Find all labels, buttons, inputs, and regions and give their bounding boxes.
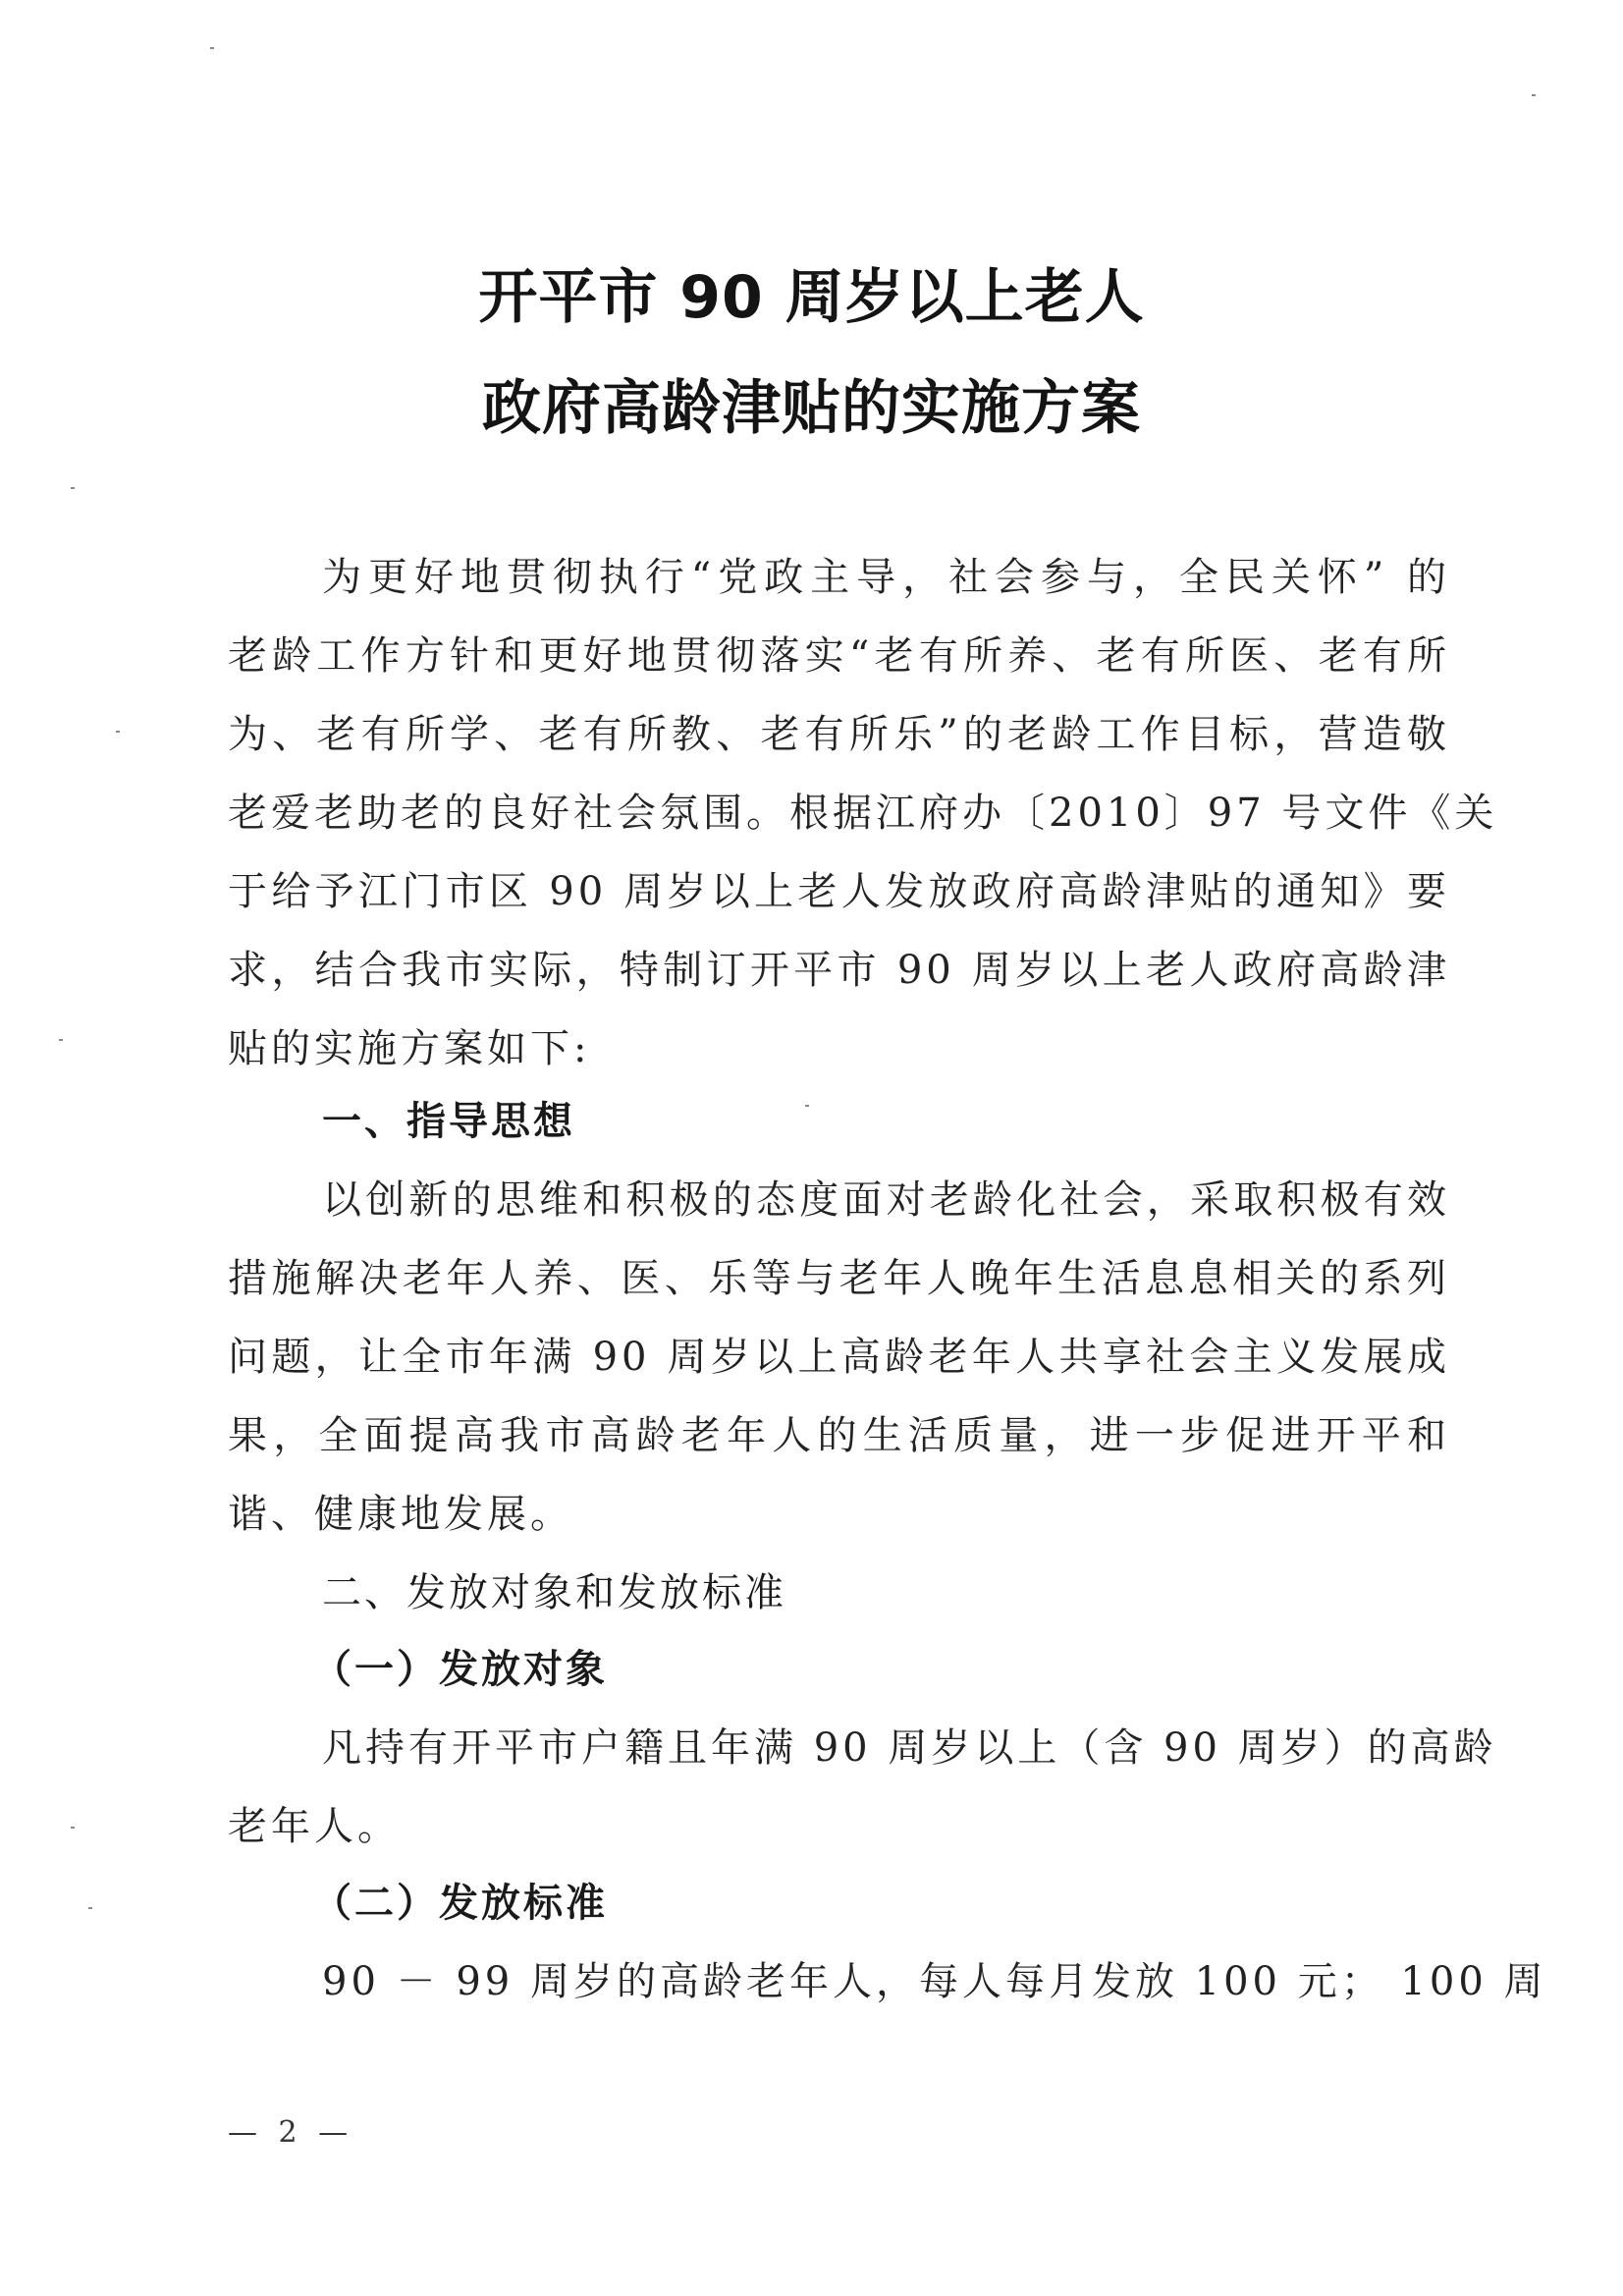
document-title-line-1: 开平市 90 周岁以上老人 <box>478 263 1145 332</box>
scan-speck <box>116 731 120 733</box>
intro-paragraph-line-7: 贴的实施方案如下: <box>228 1026 591 1071</box>
section-1-line-5: 谐、健康地发展。 <box>228 1492 573 1537</box>
scan-speck <box>88 1907 92 1909</box>
scan-speck <box>71 487 75 489</box>
section-1-heading: 一、指导思想 <box>322 1099 575 1144</box>
section-2-sub-1-heading: （一）发放对象 <box>312 1647 608 1692</box>
section-2-sub-1-line-2: 老年人。 <box>228 1804 401 1849</box>
intro-paragraph-line-5: 于给予江门市区 90 周岁以上老人发放政府高龄津贴的通知》要 <box>228 869 1450 914</box>
section-1-line-1: 以创新的思维和积极的态度面对老龄化社会，采取积极有效 <box>322 1177 1450 1223</box>
section-2-sub-2-heading: （二）发放标准 <box>312 1881 608 1926</box>
intro-paragraph-line-3: 为、老有所学、老有所教、老有所乐”的老龄工作目标，营造敬 <box>228 712 1450 757</box>
scan-speck <box>805 1105 809 1107</box>
section-2-sub-2-line-1: 90 － 99 周岁的高龄老年人，每人每月发放 100 元； 100 周 <box>322 1959 1547 2004</box>
intro-paragraph-line-1: 为更好地贯彻执行“党政主导，社会参与，全民关怀” 的 <box>322 555 1450 600</box>
scan-speck <box>1532 94 1536 96</box>
section-1-line-4: 果，全面提高我市高龄老年人的生活质量，进一步促进开平和 <box>228 1413 1450 1458</box>
intro-paragraph-line-6: 求，结合我市实际，特制订开平市 90 周岁以上老人政府高龄津 <box>228 948 1450 993</box>
scan-speck <box>59 1039 63 1041</box>
section-2-heading: 二、发放对象和发放标准 <box>322 1570 786 1615</box>
section-1-line-3: 问题，让全市年满 90 周岁以上高龄老年人共享社会主义发展成 <box>228 1335 1450 1380</box>
scan-speck <box>71 1827 75 1829</box>
document-title-line-2: 政府高龄津贴的实施方案 <box>482 374 1141 443</box>
section-2-sub-1-line-1: 凡持有开平市户籍且年满 90 周岁以上（含 90 周岁）的高龄 <box>322 1725 1497 1771</box>
section-1-line-2: 措施解决老年人养、医、乐等与老年人晚年生活息息相关的系列 <box>228 1256 1450 1301</box>
intro-paragraph-line-2: 老龄工作方针和更好地贯彻落实“老有所养、老有所医、老有所 <box>228 633 1450 679</box>
scan-speck <box>210 47 214 49</box>
intro-paragraph-line-4: 老爱老助老的良好社会氛围。根据江府办〔2010〕97 号文件《关 <box>228 791 1498 836</box>
page-number: — 2 — <box>228 2115 354 2150</box>
